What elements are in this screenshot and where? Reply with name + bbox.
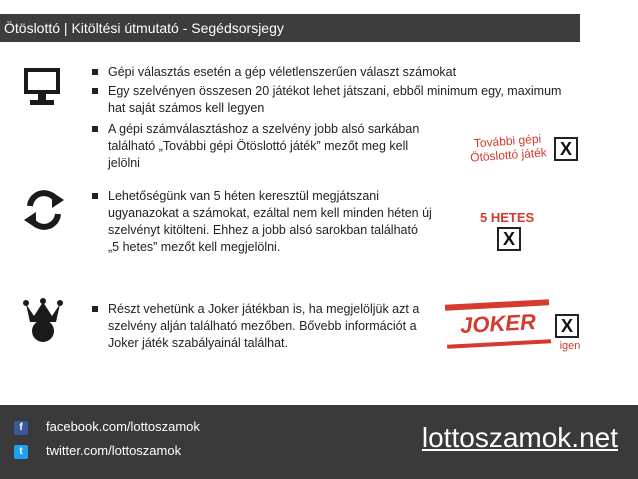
stamp-joker: JOKER [445,299,551,348]
site-link[interactable]: lottoszamok.net [421,422,618,453]
page-title: Ötöslottó | Kitöltési útmutató - Segédsorsjegy [0,14,580,42]
stamp-further-machine-game: További gépi Ötöslottó játék [469,131,548,165]
twitter-icon: t [14,445,28,459]
bullet-machine-2: Egy szelvényen összesen 20 játékot lehet játszani, ebből minimum egy, maximum hat saját számos kell legyen [92,83,572,117]
facebook-icon: f [14,421,28,435]
bullet-machine-1: Gépi választás esetén a gép véletlenszerűen választ számokat [92,64,572,81]
stamp-five-weeks: 5 HETES [480,210,535,225]
twitter-link[interactable]: twitter.com/lottoszamok [46,443,182,458]
joker-yes-label: igen [559,340,581,352]
joker-jester-icon [22,298,64,344]
footer [0,405,638,479]
computer-monitor-icon [22,66,62,108]
checkbox-mark-machine: X [554,137,578,161]
bullet-joker-1: Részt vehetünk a Joker játékban is, ha megjelöljük azt a szelvény alján található mezőben. Bővebb információt a Joker játék szabályainál találhat. [92,301,437,352]
checkbox-mark-weeks: X [497,227,521,251]
repeat-arrows-icon [22,188,66,232]
bullet-weeks-1: Lehetőségünk van 5 héten keresztül megjátszani ugyanazokat a számokat, ezáltal nem kell minden héten új szelvényt kitölteni. Ehhez a jobb alsó sarokban található „5 hetes” mezőt kell megjelölni. [92,188,432,256]
checkbox-mark-joker: X [555,314,579,338]
bullet-machine-3: A gépi számválasztáshoz a szelvény jobb alsó sarkában található „További gépi Ötöslottó játék” mezőt meg kell jelölni [92,121,432,172]
facebook-link[interactable]: facebook.com/lottoszamok [46,419,200,434]
